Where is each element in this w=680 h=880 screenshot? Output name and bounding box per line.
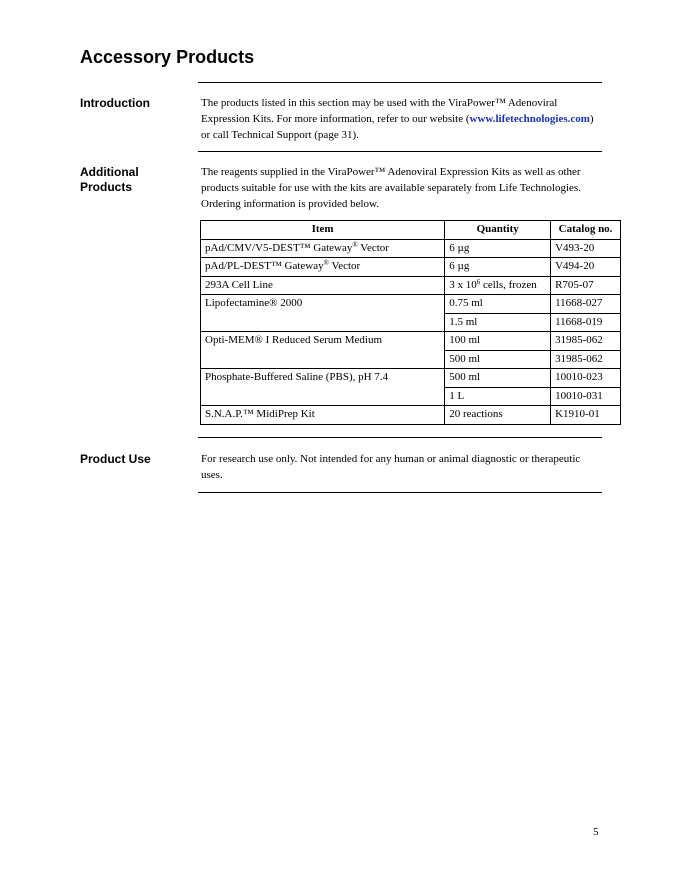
table-row (201, 239, 621, 258)
page-number: 5 (593, 826, 599, 838)
item-cell (201, 239, 445, 258)
item-cell: Lipofectamine® 2000 (201, 295, 445, 332)
quantity-exponent: 6 (476, 277, 481, 286)
introduction-text (201, 95, 601, 143)
introduction-text-end: ) or call Technical Support (page 31). (201, 113, 594, 141)
catalog-cell: 10010-031 (551, 387, 621, 406)
catalog-cell: 11668-027 (551, 295, 621, 314)
table-row (201, 406, 621, 425)
additional-products-heading: Additional Products (80, 165, 139, 194)
column-header-catalog: Catalog no. (551, 221, 621, 240)
quantity-cell (445, 276, 551, 295)
item-cell: Opti-MEM® I Reduced Serum Medium (201, 332, 445, 369)
quantity-unit: cells, frozen (480, 278, 537, 291)
item-name: pAd/PL-DEST™ Gateway (205, 260, 324, 272)
table-row (201, 369, 621, 388)
table-row (201, 295, 621, 314)
quantity-cell: 1 L (445, 387, 551, 406)
catalog-cell: 31985-062 (551, 350, 621, 369)
catalog-cell: 11668-019 (551, 313, 621, 332)
item-name-suffix: Vector (357, 241, 389, 254)
section-divider (198, 82, 602, 83)
quantity-cell: 500 ml (445, 369, 551, 388)
item-cell: 293A Cell Line (201, 276, 445, 295)
registered-mark: ® (323, 259, 329, 267)
quantity-cell: 20 reactions (445, 406, 551, 425)
additional-products-text: The reagents supplied in the ViraPower™ Adenoviral Expression Kits as well as other products suitable for use with the kits are available separately from Life Technologies. Ordering information is provided below. (201, 166, 581, 210)
quantity-cell: 6 µg (445, 258, 551, 277)
catalog-cell: V494-20 (551, 258, 621, 277)
catalog-cell: 31985-062 (551, 332, 621, 351)
section-divider (198, 437, 602, 438)
table-header-row (201, 221, 621, 240)
quantity-cell: 6 µg (445, 239, 551, 258)
introduction-heading: Introduction (80, 96, 150, 110)
introduction-text-start: The products listed in this section may be used with the ViraPower™ Adenoviral Expression Kits. For more information, refer to our website ( (201, 97, 558, 125)
column-header-quantity: Quantity (445, 221, 551, 240)
column-header-item: Item (201, 221, 445, 240)
table-row (201, 276, 621, 295)
quantity-base: 3 x 10 (449, 278, 477, 291)
section-divider (198, 492, 602, 493)
product-use-text: For research use only. Not intended for any human or animal diagnostic or therapeutic uses. (201, 453, 581, 481)
item-cell: S.N.A.P.™ MidiPrep Kit (201, 406, 445, 425)
section-divider (198, 151, 602, 152)
item-name: pAd/CMV/V5-DEST™ Gateway (205, 241, 353, 254)
product-use-heading: Product Use (80, 452, 151, 466)
catalog-cell: K1910-01 (551, 406, 621, 425)
quantity-cell: 0.75 ml (445, 295, 551, 314)
registered-mark: ® (352, 240, 358, 249)
quantity-cell: 500 ml (445, 350, 551, 369)
item-cell (201, 258, 445, 277)
catalog-cell: V493-20 (551, 239, 621, 258)
table-row (201, 258, 621, 277)
catalog-cell: R705-07 (551, 276, 621, 295)
item-cell: Phosphate-Buffered Saline (PBS), pH 7.4 (201, 369, 445, 406)
item-name-suffix: Vector (328, 260, 361, 272)
catalog-cell: 10010-023 (551, 369, 621, 388)
website-link[interactable]: www.lifetechnologies.com (469, 113, 590, 125)
table-row (201, 332, 621, 351)
accessory-products-table (200, 220, 621, 425)
quantity-cell: 1.5 ml (445, 313, 551, 332)
quantity-cell: 100 ml (445, 332, 551, 351)
page-title: Accessory Products (80, 47, 255, 67)
